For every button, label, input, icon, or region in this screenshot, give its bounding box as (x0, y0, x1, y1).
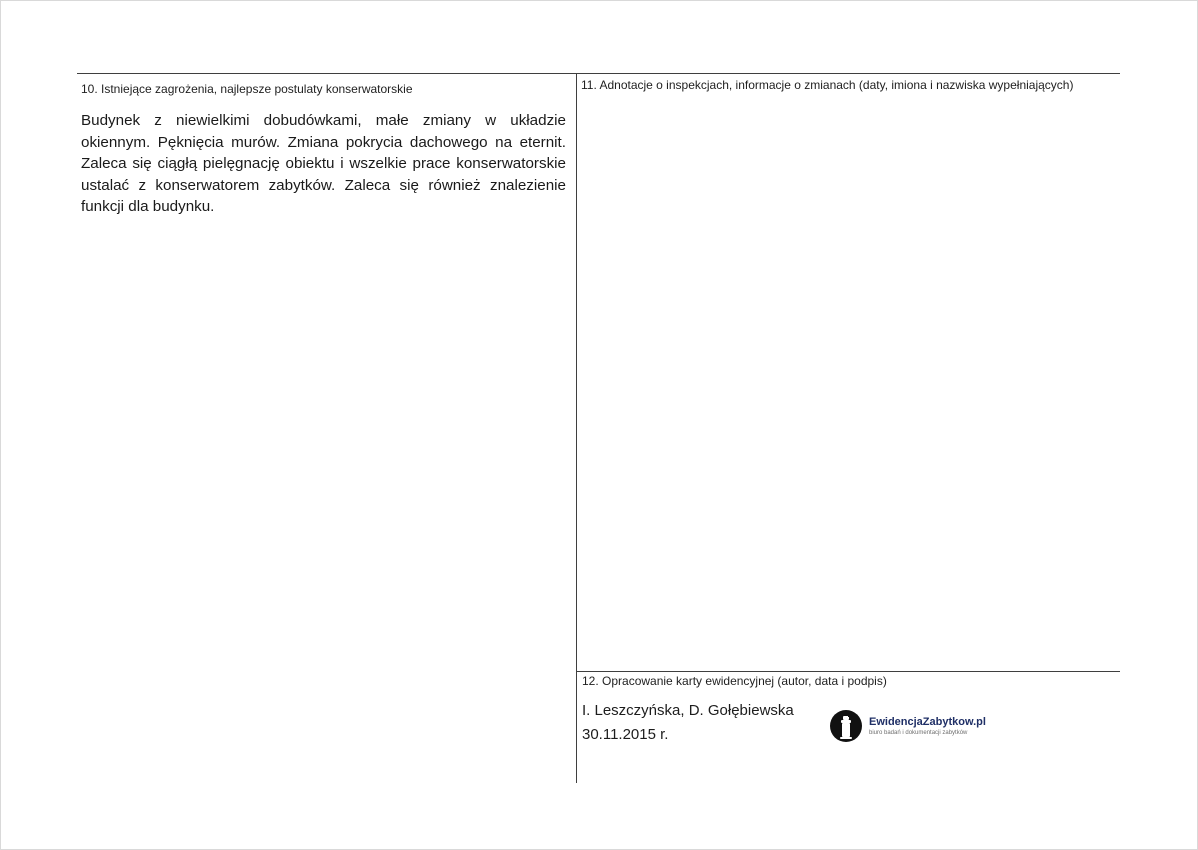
section-11-heading: 11. Adnotacje o inspekcjach, informacje o zmianach (daty, imiona i nazwiska wypełniających) (581, 78, 1074, 92)
section-12-heading: 12. Opracowanie karty ewidencyjnej (autor, data i podpis) (582, 674, 887, 688)
pillar-silhouette-icon (827, 707, 865, 745)
logo-title: EwidencjaZabytkow.pl (869, 716, 986, 728)
section-10-heading: 10. Istniejące zagrożenia, najlepsze postulaty konserwatorskie (81, 82, 413, 96)
authors-text: I. Leszczyńska, D. Gołębiewska (582, 702, 794, 719)
column-divider-line (576, 73, 577, 783)
section-12-top-line (576, 671, 1120, 672)
section-10-body: Budynek z niewielkimi dobudówkami, małe zmiany w układzie okiennym. Pęknięcia murów. Zmiana pokrycia dachowego na eternit. Zaleca się ciągłą pielęgnację obiektu i wszelkie prace konserwatorskie ustalać z konserwatorem zabytków. Zaleca się również znalezienie funkcji dla budynku. (81, 112, 566, 215)
logo-tagline: biuro badań i dokumentacji zabytków (869, 730, 968, 736)
top-border-line (77, 73, 1120, 74)
document-date: 30.11.2015 r. (582, 726, 669, 743)
company-logo (827, 707, 997, 745)
